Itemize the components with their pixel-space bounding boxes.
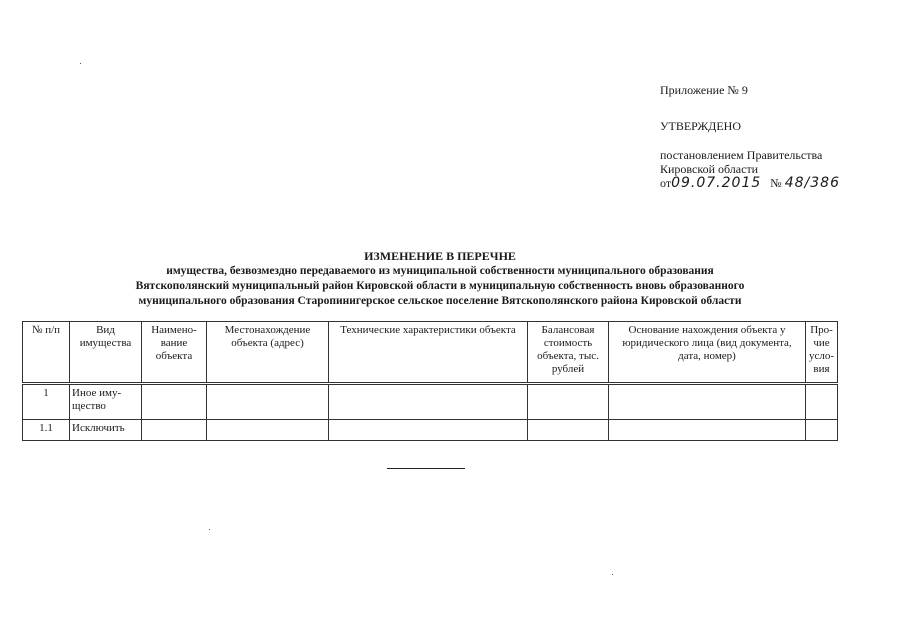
table-row: [23, 420, 838, 441]
table-header-row: [23, 322, 838, 384]
table-cell: [609, 384, 806, 420]
table-cell: [329, 384, 528, 420]
table-cell: [207, 384, 329, 420]
table-cell: [142, 384, 207, 420]
title-line-1: имущества, безвозмездно передаваемого из муниципальной собственности муниципального образования: [166, 265, 714, 277]
header-cell: Балансовая стоимость объекта, тыс. рублей: [528, 322, 609, 384]
handwritten-number: 48/386: [784, 175, 840, 191]
header-cell: Наимено-вание объекта: [142, 322, 207, 384]
scan-speck: [209, 529, 210, 530]
table-cell: [806, 420, 838, 441]
header-cell: Местонахождение объекта (адрес): [207, 322, 329, 384]
handwritten-date: 09.07.2015: [671, 175, 762, 191]
approved-label: УТВЕРЖДЕНО: [660, 119, 742, 133]
decree-date-line: [660, 176, 840, 190]
header-cell: Про-чие усло-вия: [806, 322, 838, 384]
decree-line-2: Кировской области: [660, 162, 759, 176]
table-cell: [329, 420, 528, 441]
table-cell: Исключить: [70, 420, 142, 441]
document-title: [60, 249, 820, 309]
table-cell: [528, 420, 609, 441]
table-cell: 1: [23, 384, 70, 420]
table-cell: [142, 420, 207, 441]
table-cell: [806, 384, 838, 420]
property-table: [22, 321, 838, 441]
number-prefix: №: [770, 176, 782, 190]
title-heading: ИЗМЕНЕНИЕ В ПЕРЕЧНЕ: [364, 249, 516, 263]
header-cell: № п/п: [23, 322, 70, 384]
table-cell: 1.1: [23, 420, 70, 441]
appendix-number: Приложение № 9: [660, 83, 748, 97]
table-cell: [207, 420, 329, 441]
table-cell: [528, 384, 609, 420]
title-line-2: Вятскополянский муниципальный район Кировской области в муниципальную собственность вновь образованного: [135, 280, 745, 292]
header-cell: Вид имущества: [70, 322, 142, 384]
scan-speck: [612, 574, 613, 575]
header-cell: Технические характеристики объекта: [329, 322, 528, 384]
end-rule: [387, 468, 465, 469]
decree-line-1: постановлением Правительства: [660, 148, 823, 162]
header-cell: Основание нахождения объекта у юридического лица (вид документа, дата, номер): [609, 322, 806, 384]
title-line-3: муниципального образования Старопинигерское сельское поселение Вятскополянского района Кировской области: [138, 295, 742, 307]
table-cell: Иное иму-щество: [70, 384, 142, 420]
scan-speck: [80, 63, 81, 64]
date-prefix: от: [660, 176, 672, 190]
table-row: [23, 384, 838, 420]
decree-reference: [660, 148, 840, 190]
table-cell: [609, 420, 806, 441]
